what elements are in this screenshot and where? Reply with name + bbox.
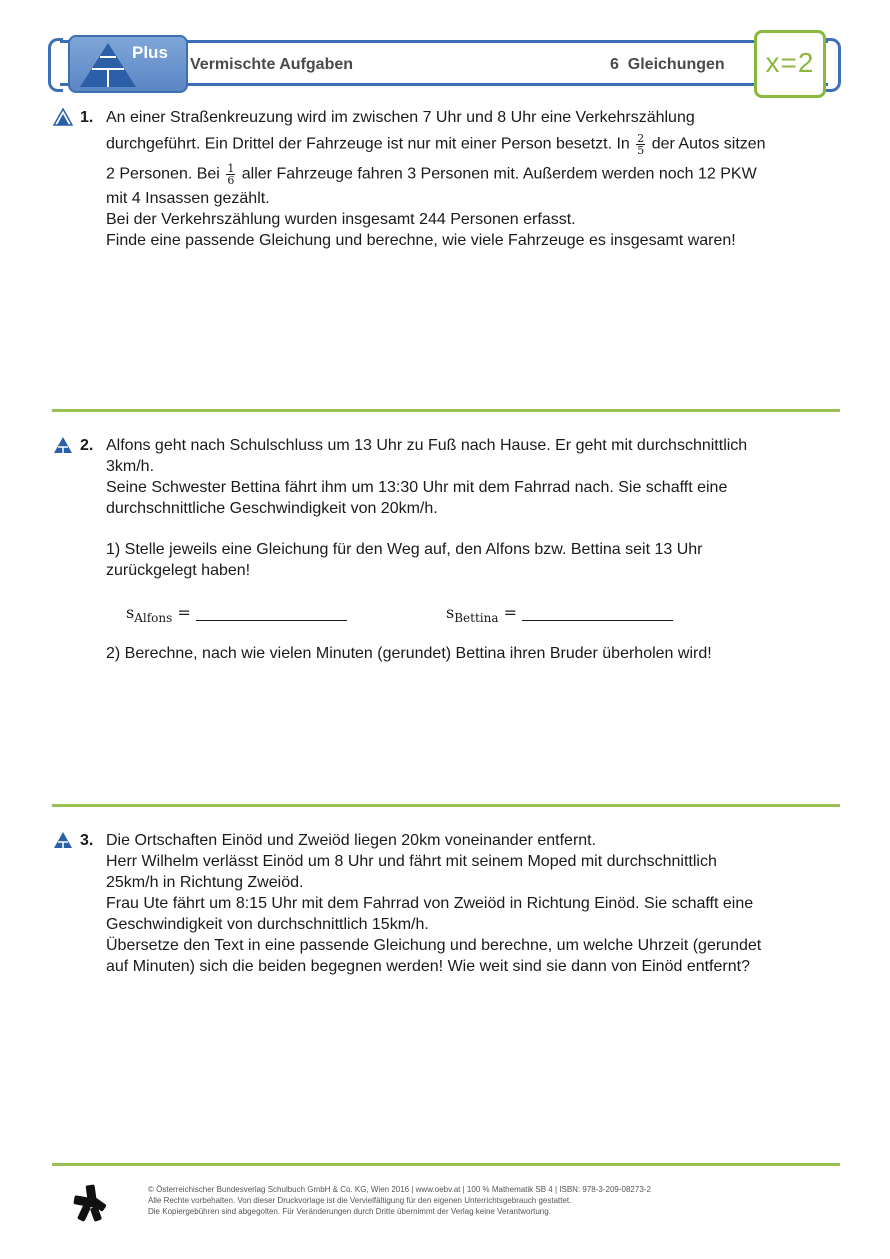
task2-line5: 1) Stelle jeweils eine Gleichung für den Weg auf, den Alfons bzw. Bettina seit 13 Uhr bbox=[106, 541, 703, 558]
pyramid-icon bbox=[70, 37, 186, 91]
task3-line5: Geschwindigkeit von durchschnittlich 15km/h. bbox=[106, 916, 429, 933]
logo-label: Plus bbox=[132, 43, 168, 62]
task-number: 1. bbox=[80, 109, 94, 126]
task1-line6: Finde eine passende Gleichung und berechne, wie viele Fahrzeuge es insgesamt waren! bbox=[106, 232, 736, 249]
fraction-two-fifths bbox=[636, 133, 645, 156]
header-bracket-right bbox=[826, 38, 841, 92]
publisher-logo-icon bbox=[72, 1183, 110, 1223]
pyramid-level-icon bbox=[53, 436, 73, 454]
formula-s-bettina bbox=[446, 603, 517, 625]
footer-rights: Alle Rechte vorbehalten. Von dieser Druckvorlage ist die Vervielfältigung für den eigenen Unterrichtsgebrauch gestattet. bbox=[148, 1196, 572, 1205]
task2-line2: 3km/h. bbox=[106, 458, 155, 475]
task1-line2 bbox=[106, 133, 766, 156]
chapter-title: 6 Gleichungen bbox=[610, 56, 725, 73]
task3-line6: Übersetze den Text in eine passende Gleichung und berechne, um welche Uhrzeit (gerundet bbox=[106, 937, 762, 954]
fraction-numerator: 1 bbox=[227, 162, 235, 175]
task3-line2: Herr Wilhelm verlässt Einöd um 8 Uhr und fährt mit seinem Moped mit durchschnittlich bbox=[106, 853, 717, 870]
formula-subscript: Bettina bbox=[454, 611, 499, 626]
formula-s-alfons bbox=[126, 603, 191, 625]
task3-line1: Die Ortschaften Einöd und Zweiöd liegen 20km voneinander entfernt. bbox=[106, 832, 597, 849]
task3-line4: Frau Ute fährt um 8:15 Uhr mit dem Fahrrad von Zweiöd in Richtung Einöd. Sie schafft eine bbox=[106, 895, 754, 912]
fraction-denominator: 5 bbox=[637, 144, 645, 157]
task1-line4: mit 4 Insassen gezählt. bbox=[106, 190, 270, 207]
fraction-one-sixth bbox=[226, 163, 235, 186]
task1-line1: An einer Straßenkreuzung wird im zwischen 7 Uhr und 8 Uhr eine Verkehrszählung bbox=[106, 109, 695, 126]
task3-line7: auf Minuten) sich die beiden begegnen werden! Wie weit sind sie dann von Einöd entfernt? bbox=[106, 958, 750, 975]
fraction-numerator: 2 bbox=[637, 132, 645, 145]
task1-line2-a: durchgeführt. Ein Drittel der Fahrzeuge ist nur mit einer Person besetzt. In bbox=[106, 135, 630, 153]
task1-line5: Bei der Verkehrszählung wurden insgesamt 244 Personen erfasst. bbox=[106, 211, 576, 228]
fraction-denominator: 6 bbox=[227, 174, 235, 187]
task2-line7: 2) Berechne, nach wie vielen Minuten (gerundet) Bettina ihren Bruder überholen wird! bbox=[106, 645, 712, 662]
formula-equals: = bbox=[177, 603, 191, 622]
answer-blank-alfons[interactable] bbox=[196, 620, 347, 621]
task1-line2-b: der Autos sitzen bbox=[651, 135, 766, 153]
task2-line4: durchschnittliche Geschwindigkeit von 20km/h. bbox=[106, 500, 438, 517]
task1-line3 bbox=[106, 163, 757, 186]
badge-text: x=2 bbox=[765, 47, 815, 78]
formula-subscript: Alfons bbox=[134, 611, 173, 626]
formula-variable: s bbox=[126, 603, 135, 622]
answer-blank-bettina[interactable] bbox=[522, 620, 673, 621]
footer-copyright: © Österreichischer Bundesverlag Schulbuch GmbH & Co. KG, Wien 2016 | www.oebv.at | 100 % Mathematik SB 4 | ISBN: 978-3-209-08273-2 bbox=[148, 1185, 651, 1194]
pyramid-level-icon bbox=[53, 831, 73, 849]
task1-line3-b: aller Fahrzeuge fahren 3 Personen mit. Außerdem werden noch 12 PKW bbox=[241, 165, 757, 183]
plus-logo bbox=[68, 35, 188, 93]
formula-variable: s bbox=[446, 603, 455, 622]
task3-line3: 25km/h in Richtung Zweiöd. bbox=[106, 874, 304, 891]
section-divider bbox=[52, 804, 840, 807]
formula-equals: = bbox=[503, 603, 518, 622]
task1-line3-a: 2 Personen. Bei bbox=[106, 165, 220, 183]
task-number: 2. bbox=[80, 437, 94, 454]
task-number: 3. bbox=[80, 832, 94, 849]
task2-line6: zurückgelegt haben! bbox=[106, 562, 251, 579]
equation-badge bbox=[754, 30, 826, 98]
pyramid-level-icon bbox=[53, 108, 73, 126]
section-divider bbox=[52, 409, 840, 412]
task2-line3: Seine Schwester Bettina fährt ihm um 13:30 Uhr mit dem Fahrrad nach. Sie schafft eine bbox=[106, 479, 728, 496]
section-title: Vermischte Aufgaben bbox=[190, 56, 354, 73]
task2-line1: Alfons geht nach Schulschluss um 13 Uhr zu Fuß nach Hause. Er geht mit durchschnittlich bbox=[106, 437, 748, 454]
footer-divider bbox=[52, 1163, 840, 1166]
footer-disclaimer: Die Kopiergebühren sind abgegolten. Für Veränderungen durch Dritte übernimmt der Verlag keine Verantwortung. bbox=[148, 1207, 551, 1216]
